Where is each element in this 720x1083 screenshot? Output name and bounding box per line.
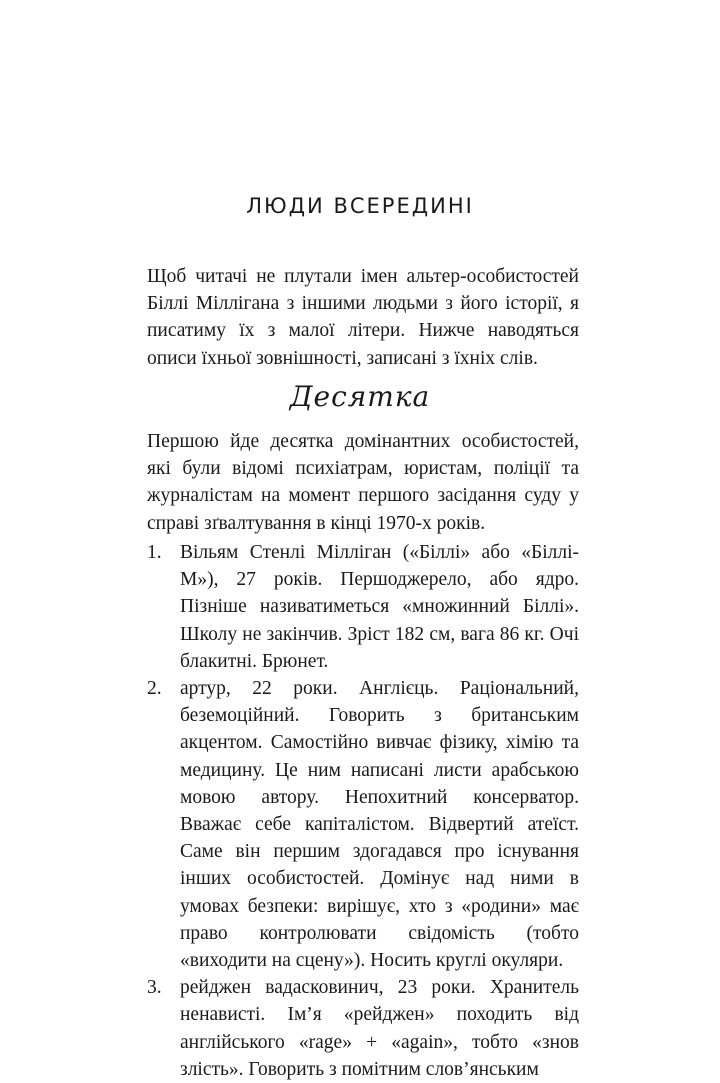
list-item-text: Вільям Стенлі Мілліган («Біллі» або «Біллі-М»), 27 років. Першоджерело, або ядро. Пізніше називатиметься «множинний Біллі». Школу не закінчив. Зріст 182 см, вага 86 кг. Очі блакитні. Брюнет. [180,542,579,672]
section-title: Десятка [289,380,431,413]
personalities-list [147,539,579,1083]
page-heading: ЛЮДИ ВСЕРЕДИНІ [246,194,474,218]
lead-paragraph: Першою йде десятка домінантних особистостей, які були відомі психіатрам, юристам, поліції та журналістам на момент першого засідання суду у справі зґвалтування в кінці 1970-х років. [147,431,579,534]
list-item [147,974,579,1083]
list-item [147,539,579,675]
intro-paragraph: Щоб читачі не плутали імен альтер-особистостей Біллі Міллігана з іншими людьми з його історії, я писатиму їх з малої літери. Нижче наводяться описи їхньої зовнішності, записані з їхніх слів. [147,266,579,369]
list-item-text: артур, 22 роки. Англієць. Раціональний, беземоційний. Говорить з британським акцентом. Самостійно вивчає фізику, хімію та медицину. Це ним написані листи арабською мовою автору. Непохитний консерватор. Вважає себе капіталістом. Відвертий атеїст. Саме він першим здогадався про існування інших особистостей. Домінує над ними в умовах безпеки: вирішує, хто з «родини» має право контролювати свідомість (тобто «виходити на сцену»). Носить круглі окуляри. [180,678,579,972]
list-item-text: рейджен вадасковинич, 23 роки. Хранитель ненависті. Ім’я «рейджен» походить від англійського «rage» + «again», тобто «знов злість». Говорить з помітним слов’янським [180,977,579,1080]
list-item-number: 1. [147,542,162,563]
list-item [147,675,579,974]
list-item-number: 3. [147,977,162,999]
list-item-number: 2. [147,678,162,700]
